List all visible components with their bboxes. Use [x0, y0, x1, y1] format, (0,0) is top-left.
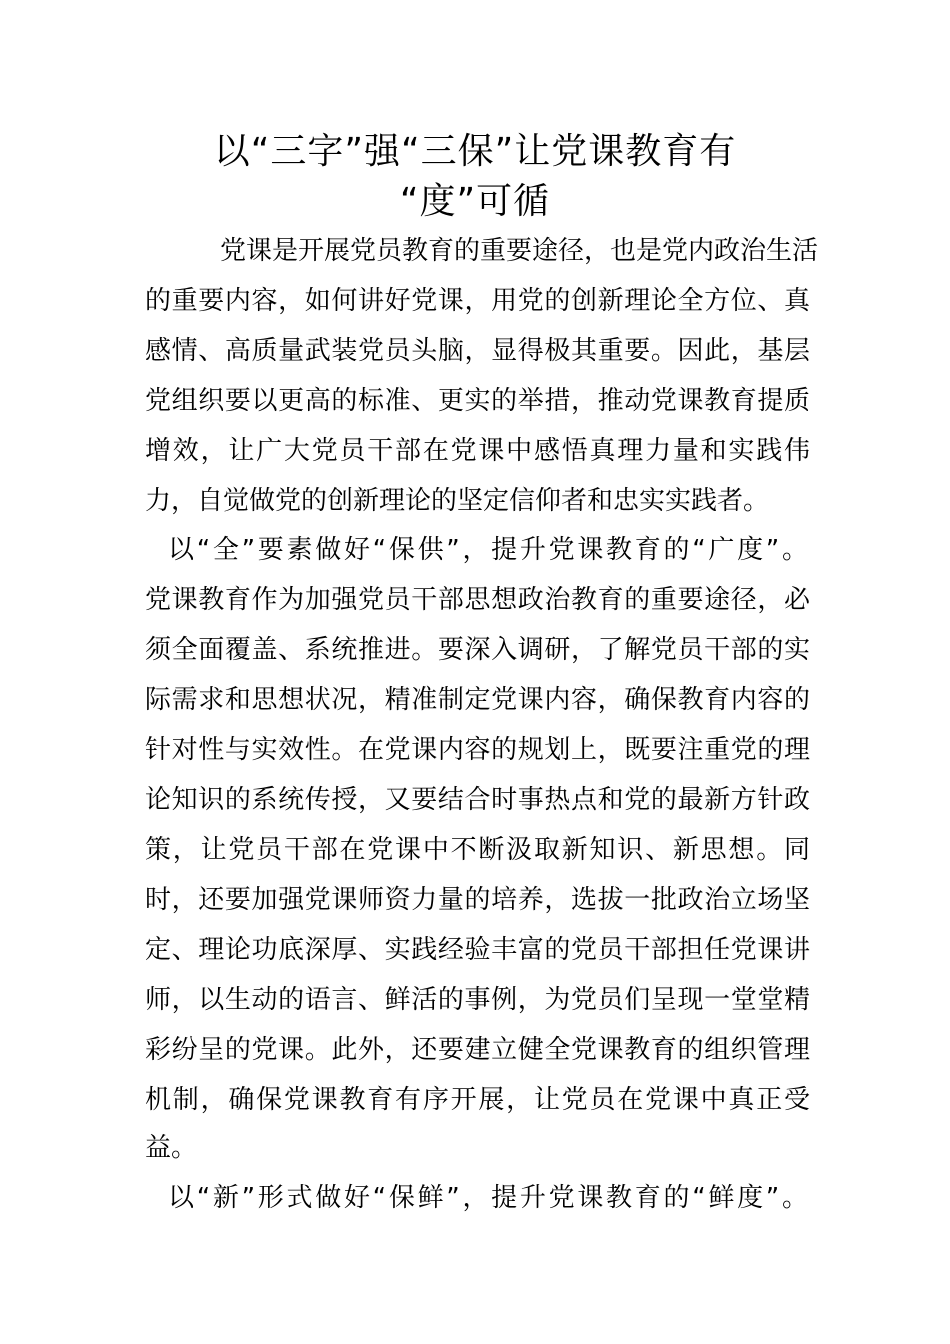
paragraph-1-line-5: 增效，让广大党员干部在党课中感悟真理力量和实践伟: [145, 436, 810, 466]
paragraph-2-line-3: 际需求和思想状况，精准制定党课内容，确保教育内容的: [145, 685, 810, 715]
paragraph-1-line-3: 感情、高质量武装党员头脑，显得极其重要。因此，基层: [145, 336, 810, 366]
paragraph-2-line-6: 策，让党员干部在党课中不断汲取新知识、新思想。同: [145, 835, 810, 865]
paragraph-2-line-4: 针对性与实效性。在党课内容的规划上，既要注重党的理: [145, 735, 810, 765]
document-title-line-1: 以“三字”强“三保”让党课教育有: [213, 131, 737, 172]
paragraph-2-line-9: 师，以生动的语言、鲜活的事例，为党员们呈现一堂堂精: [145, 985, 810, 1015]
paragraph-1-line-1: 党课是开展党员教育的重要途径，也是党内政治生活: [220, 236, 819, 266]
section-heading-xian-du: 以“新”形式做好“保鲜”，提升党课教育的“鲜度”。: [168, 1183, 808, 1213]
section-heading-guang-du: 以“全”要素做好“保供”，提升党课教育的“广度”。: [168, 535, 808, 565]
paragraph-2-line-2: 须全面覆盖、系统推进。要深入调研，了解党员干部的实: [145, 635, 810, 665]
paragraph-2-line-8: 定、理论功底深厚、实践经验丰富的党员干部担任党课讲: [145, 935, 810, 965]
paragraph-2-line-12: 益。: [145, 1133, 198, 1163]
paragraph-1-line-6: 力，自觉做党的创新理论的坚定信仰者和忠实实践者。: [145, 486, 770, 516]
paragraph-2-line-10: 彩纷呈的党课。此外，还要建立健全党课教育的组织管理: [145, 1035, 810, 1065]
paragraph-2-line-1: 党课教育作为加强党员干部思想政治教育的重要途径，必: [145, 585, 810, 615]
document-title-line-2: “度”可循: [399, 181, 551, 222]
paragraph-1-line-4: 党组织要以更高的标准、更实的举措，推动党课教育提质: [145, 386, 810, 416]
paragraph-2-line-7: 时，还要加强党课师资力量的培养，选拔一批政治立场坚: [145, 885, 810, 915]
paragraph-2-line-5: 论知识的系统传授，又要结合时事热点和党的最新方针政: [145, 785, 810, 815]
paragraph-1-line-2: 的重要内容，如何讲好党课，用党的创新理论全方位、真: [145, 286, 810, 316]
paragraph-2-line-11: 机制，确保党课教育有序开展，让党员在党课中真正受: [145, 1085, 810, 1115]
